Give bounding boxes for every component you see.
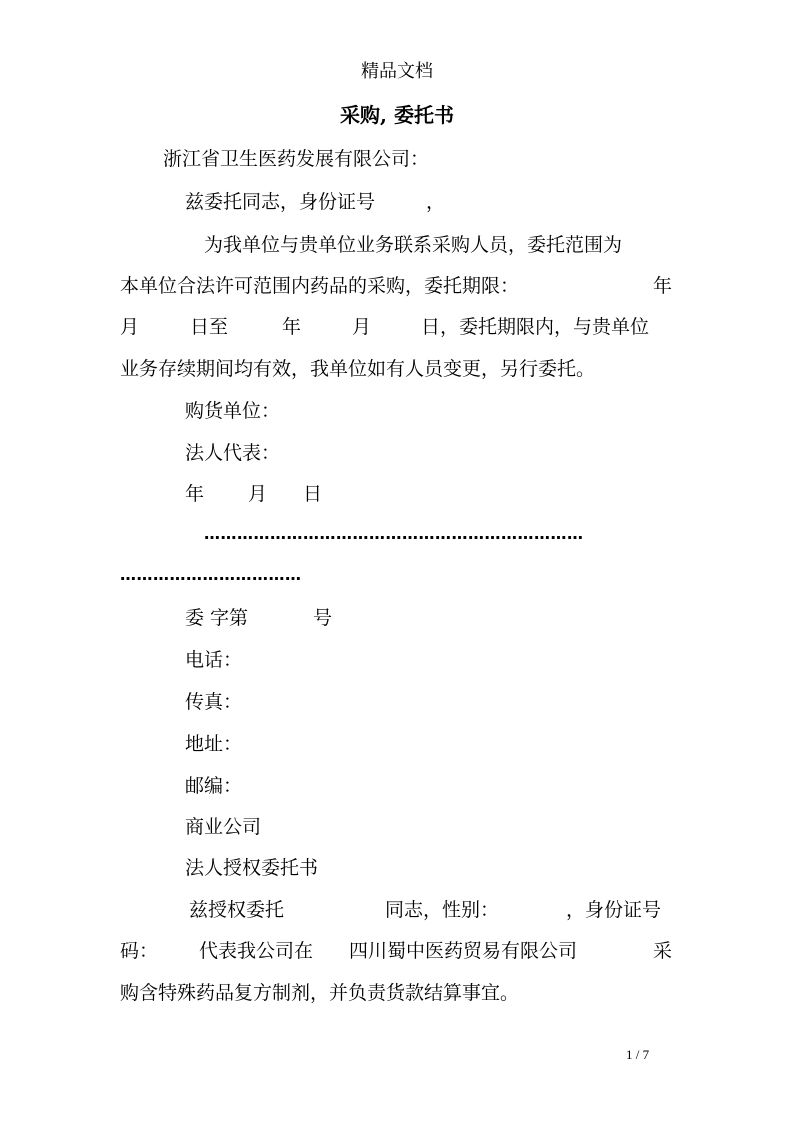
recipient: 浙江省卫生医药发展有限公司：: [163, 148, 430, 170]
address-label: 地址：: [185, 733, 243, 755]
date-year: 年: [185, 483, 205, 505]
authorization-title: 法人授权委托书: [185, 857, 319, 879]
date-day: 日: [303, 483, 323, 505]
page-header: 精品文档: [361, 61, 433, 82]
paragraph-line-3-month2: 月: [352, 316, 372, 338]
paragraph-line-3-year: 年: [282, 316, 302, 338]
authorization-line-2b: 代表我公司在: [199, 940, 314, 962]
authorization-line-3: 购含特殊药品复方制剂，并负责货款结算事宜。: [120, 982, 520, 1004]
postcode-label: 邮编：: [185, 775, 243, 797]
authorization-line-1b: 同志，性别：: [385, 899, 500, 921]
authorization-company: 四川蜀中医药贸易有限公司: [349, 940, 578, 962]
page-number: 1 / 7: [626, 1047, 650, 1062]
buyer-label: 购货单位：: [185, 400, 281, 422]
company-name: 商业公司: [185, 816, 262, 838]
authorization-line-2d: 采: [653, 940, 673, 962]
paragraph-line-3-day: 日至: [190, 316, 229, 338]
fax-label: 传真：: [185, 691, 243, 713]
paragraph-line-2-year: 年: [653, 275, 673, 297]
paragraph-line-2: 本单位合法许可范围内药品的采购，委托期限：: [120, 275, 520, 297]
authorization-line-1a: 兹授权委托: [189, 899, 285, 921]
delegate-line-text: 兹委托同志，身份证号: [185, 191, 376, 213]
paragraph-line-4: 业务存续期间均有效，我单位如有人员变更，另行委托。: [120, 358, 596, 380]
authorization-line-1c: ，身份证号: [566, 899, 662, 921]
date-month: 月: [248, 483, 268, 505]
document-title: 采购, 委托书: [340, 103, 454, 127]
paragraph-line-3-rest: 日，委托期限内，与贵单位: [421, 316, 650, 338]
reference-suffix: 号: [313, 607, 333, 629]
legal-rep-label: 法人代表：: [185, 442, 281, 464]
authorization-line-2a: 码：: [120, 940, 159, 962]
delegate-line-comma: ，: [426, 191, 446, 213]
phone-label: 电话：: [185, 649, 243, 671]
reference-prefix: 委 字第: [185, 607, 249, 629]
paragraph-line-3-month: 月: [120, 316, 140, 338]
dotted-separator-1: ……………………………………………………………: [204, 524, 584, 543]
paragraph-line-1: 为我单位与贵单位业务联系采购人员，委托范围为: [204, 234, 623, 256]
dotted-separator-2: ……………………………: [120, 565, 302, 584]
